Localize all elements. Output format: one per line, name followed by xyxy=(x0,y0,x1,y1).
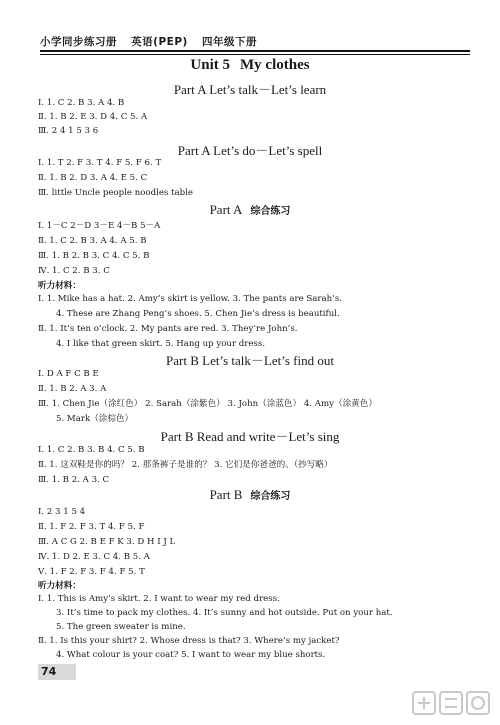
watermark-logo-icon xyxy=(412,690,490,720)
answer-line: Ⅲ. 2 4 1 5 3 6 xyxy=(38,126,99,136)
section-tag: 综合练习 xyxy=(250,491,291,502)
answer-line: Ⅰ. 1. This is Amy’s skirt. 2. I want to wear my red dress. xyxy=(38,594,280,604)
answer-line: Ⅲ. A C G 2. B E F K 3. D H I J L xyxy=(38,537,176,547)
answer-line: Ⅰ. D A F C B E xyxy=(38,369,99,379)
header-rule-thin xyxy=(40,54,470,55)
answer-line: Ⅳ. 1. C 2. B 3. C xyxy=(38,266,110,276)
section-part: Part A xyxy=(209,202,243,217)
unit-title xyxy=(0,57,500,74)
section-heading-a1: Part A Let’s talk－Let’s learn xyxy=(173,82,327,97)
answer-line: Ⅱ. 1. F 2. F 3. T 4. F 5. F xyxy=(38,522,145,532)
answer-line: 4. I like that green skirt. 5. Hang up your dress. xyxy=(56,339,266,349)
subject-title: 英语(PEP) xyxy=(131,36,188,48)
answer-line: Ⅱ. 1. It’s ten o’clock. 2. My pants are red. 3. They’re John’s. xyxy=(38,324,298,334)
series-title: 小学同步练习册 xyxy=(40,36,117,48)
listening-label: 听力材料： xyxy=(38,281,81,291)
answer-line: 3. It’s time to pack my clothes. 4. It’s sunny and hot outside. Put on your hat. xyxy=(56,608,393,618)
answer-line: Ⅰ. 1. T 2. F 3. T 4. F 5. F 6. T xyxy=(38,158,162,168)
section-heading-a2: Part A Let’s do－Let’s spell xyxy=(177,143,323,158)
answer-line: Ⅱ. 1. Is this your shirt? 2. Whose dress is that? 3. Where’s my jacket? xyxy=(38,636,340,646)
section-tag: 综合练习 xyxy=(250,206,291,217)
answer-line: Ⅰ. 1. C 2. B 3. A 4. B xyxy=(38,98,125,108)
answer-line: 5. Mark（涂棕色） xyxy=(56,414,134,424)
answer-line: Ⅲ. 1. Chen Jie（涂红色） 2. Sarah（涂紫色） 3. John（涂蓝色） 4. Amy（涂黄色） xyxy=(38,399,377,409)
section-heading-b2: Part B Read and write－Let’s sing xyxy=(160,429,340,444)
answer-line: Ⅴ. 1. F 2. F 3. F 4. F 5. T xyxy=(38,567,145,577)
listening-label: 听力材料： xyxy=(38,581,81,591)
running-header xyxy=(40,34,470,49)
section-part: Part B xyxy=(209,487,243,502)
answer-line: 4. These are Zhang Peng’s shoes. 5. Chen Jie’s dress is beautiful. xyxy=(56,309,340,319)
answer-line: Ⅱ. 1. 这双鞋是你的吗？ 2. 那条裤子是谁的？ 3. 它们是你爸爸的。（抄写略） xyxy=(38,460,333,470)
grade-title: 四年级下册 xyxy=(201,36,257,48)
answer-line: Ⅳ. 1. D 2. E 3. C 4. B 5. A xyxy=(38,552,150,562)
answer-line: Ⅲ. 1. B 2. B 3. C 4. C 5. B xyxy=(38,251,150,261)
page-number: 74 xyxy=(38,664,76,680)
answer-line: Ⅱ. 1. B 2. A 3. A xyxy=(38,384,107,394)
unit-name: My clothes xyxy=(240,57,310,73)
section-heading-b3 xyxy=(0,487,500,503)
answer-line: Ⅰ. 2 3 1 5 4 xyxy=(38,507,86,517)
answer-line: Ⅰ. 1－C 2－D 3－E 4－B 5－A xyxy=(38,221,161,231)
answer-line: Ⅰ. 1. Mike has a hat. 2. Amy’s skirt is yellow. 3. The pants are Sarah’s. xyxy=(38,294,343,304)
answer-line: 5. The green sweater is mine. xyxy=(56,622,186,632)
unit-number: Unit 5 xyxy=(190,57,230,73)
section-heading-b1: Part B Let’s talk－Let’s find out xyxy=(166,353,334,368)
section-heading-a3 xyxy=(0,202,500,218)
answer-line: Ⅰ. 1. C 2. B 3. B 4. C 5. B xyxy=(38,445,145,455)
answer-line: Ⅱ. 1. B 2. E 3. D 4. C 5. A xyxy=(38,112,148,122)
answer-line: Ⅱ. 1. C 2. B 3. A 4. A 5. B xyxy=(38,236,147,246)
header-rule-thick xyxy=(40,50,470,52)
answer-line: Ⅱ. 1. B 2. D 3. A 4. E 5. C xyxy=(38,173,148,183)
answer-line: Ⅲ. 1. B 2. A 3. C xyxy=(38,475,110,485)
answer-line: Ⅲ. little Uncle people noodles table xyxy=(38,188,193,198)
answer-line: 4. What colour is your coat? 5. I want to wear my blue shorts. xyxy=(56,650,326,660)
